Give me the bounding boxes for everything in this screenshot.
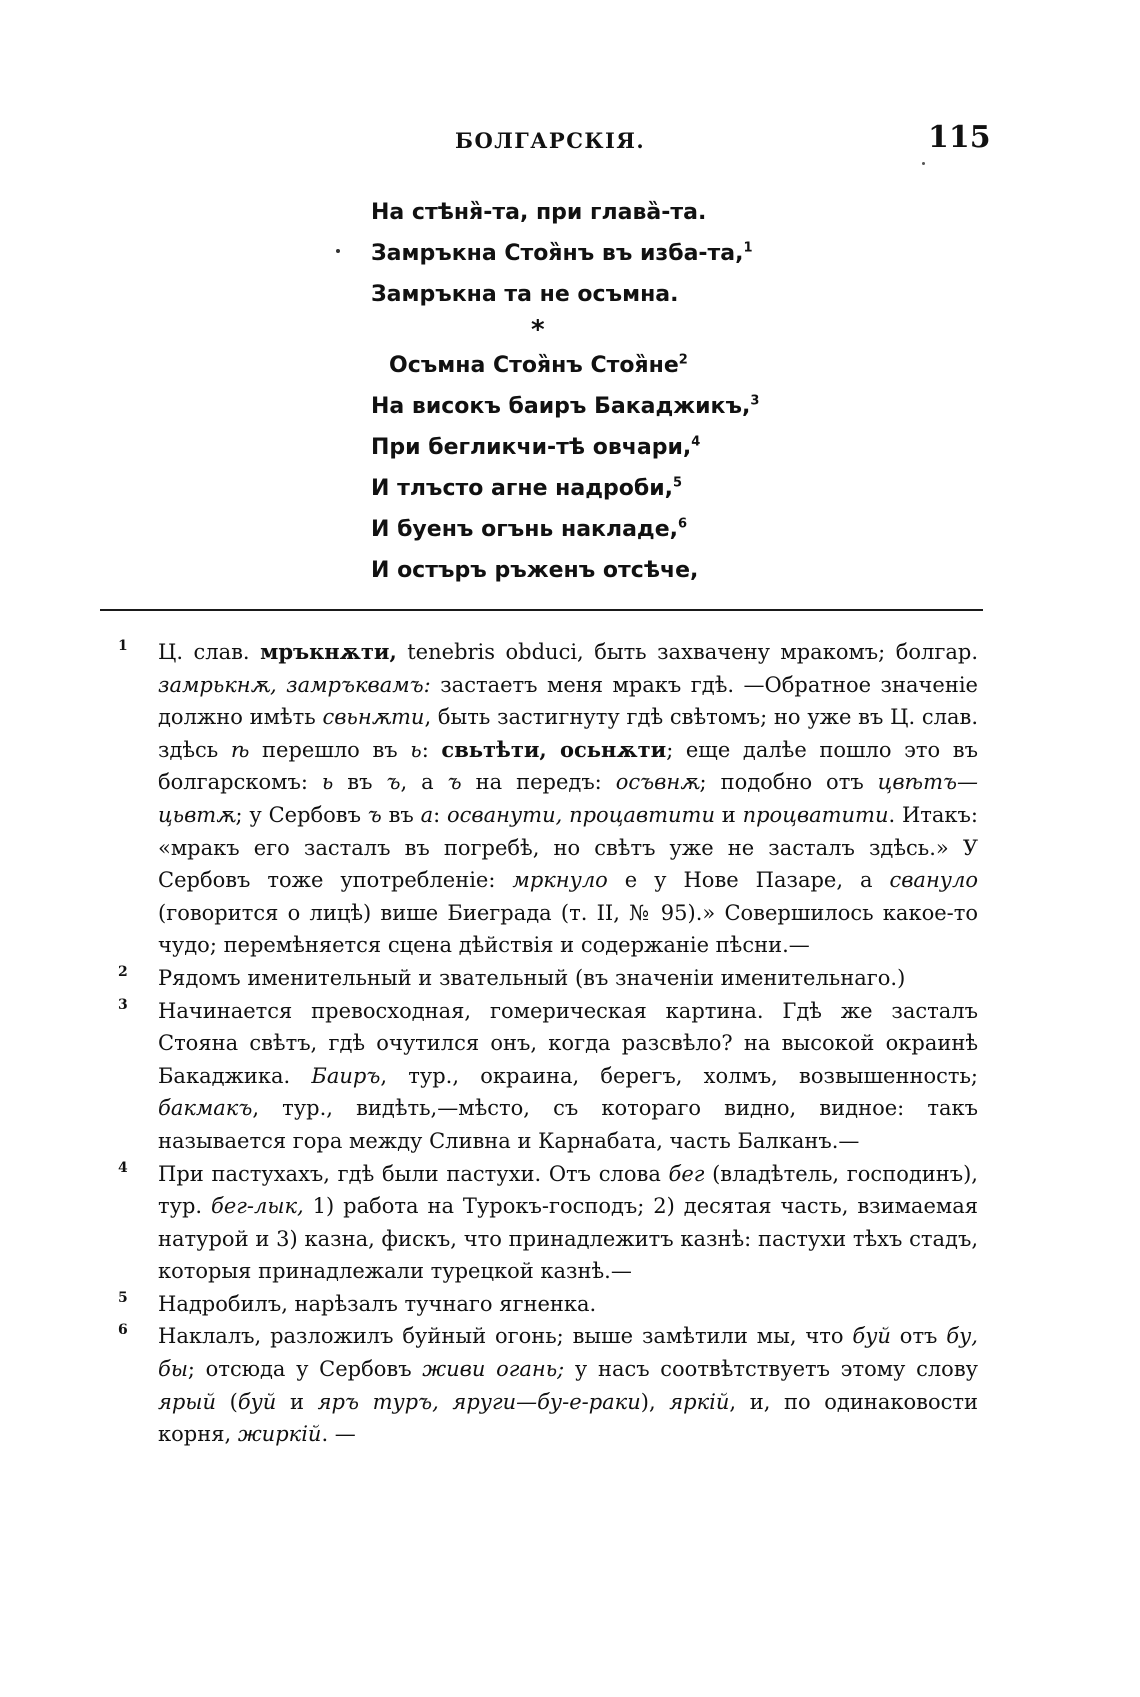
poem-line-1: На стѣня̏-та, при глава̏-та.: [371, 200, 707, 225]
margin-dot: [336, 249, 340, 253]
footnote-mark: 5: [672, 475, 683, 491]
footnote-mark: 1: [743, 240, 753, 256]
footnotes: [118, 636, 978, 1451]
footnote-mark: 2: [678, 352, 688, 368]
poem-line-5: На високъ баиръ Бакаджикъ,$^3$: [371, 393, 760, 419]
footnote-number: 6: [118, 1322, 128, 1339]
footnote-mark: 6: [677, 516, 688, 532]
footnote-number: 5: [118, 1289, 128, 1306]
poem-line-4: Осъмна Стоя̏нъ $Стоя̏не^2$: [389, 352, 688, 378]
footnote-number: 3: [118, 996, 128, 1013]
running-title: БОЛГАРСКІЯ.: [455, 128, 646, 153]
footnote-divider: [100, 609, 983, 611]
footnote-2: 2 Рядомъ именительный и звательный (въ значеніи именительнаго.): [118, 963, 906, 990]
footnote-number: 1: [118, 638, 128, 654]
footnote-number: 2: [118, 963, 128, 980]
poem-line-7: И тлъсто агне надроби,$^5$: [371, 475, 683, 501]
footnote-mark: 4: [691, 434, 701, 450]
footnote-number: 4: [118, 1159, 128, 1176]
page-number: 115: [928, 120, 991, 155]
print-speck: [922, 162, 925, 165]
footnote-1: 1 Ц. слав. мръкнѫти, tenebris obduci, быть захвачену мракомъ; болгар. замрькнѫ, замръквамъ: застаетъ меня мракъ гдѣ. —Обратное значеніе должно имѣть свьнѫти, быть застигнуту гдѣ свѣтомъ; но уже въ Ц. слав. здѣсь ѣ перешло въ ь: свьтѣти, осьнѫти; еще далѣе пошло это въ болгарскомъ: ь въ ъ, а ъ на передъ: осъвнѫ; подобно отъ цвѣтъ—цьвтѫ; у Сербовъ ъ въ а: осванути, процавтити и процватити. Итакъ: «мракъ его засталъ въ погребѣ, но свѣтъ уже не засталъ здѣсь.» У Сербовъ тоже употребленіе: мркнуло е у Нове Пазаре, а свануло (говорится о лицѣ) више Биеграда (т. II, № 95).» Совершилось какое-то чудо; перемѣняется сцена дѣйствія и содержаніе пѣсни.—: [118, 638, 978, 958]
footnote-5: 5 Надробилъ, нарѣзалъ тучнаго ягненка.: [118, 1289, 597, 1316]
section-asterisk: *: [531, 315, 545, 345]
poem-line-3: Замръкна та не осъмна.: [371, 282, 679, 307]
footnote-6: 6 Наклалъ, разложилъ буйный огонь; выше замѣтили мы, что буй отъ бу, бы; отсюда у Сербовъ живи огань; у насъ соотвѣтствуетъ этому слову ярый (буй и яръ туръ, яруги—бу-е-раки), яркій, и, по одинаковости корня, жиркій. —: [118, 1322, 979, 1447]
poem-line-9: И остъръ ръженъ отсѣче,: [371, 558, 699, 583]
footnote-3: 3 Начинается превосходная, гомерическая картина. Гдѣ же засталъ Стояна свѣтъ, гдѣ очутился онъ, когда разсвѣло? на высокой окраинѣ Бакаджика. Баиръ, тур., окраина, берегъ, холмъ, возвышенность; бакмакъ, тур., видѣть,—мѣсто, съ котораго видно, видное: такъ называется гора между Сливна и Карнабата, часть Балканъ.—: [118, 996, 978, 1153]
poem-block: [371, 192, 931, 591]
poem-line-2: Замръкна Стоя̏нъ въ изба-та,$^1$: [371, 240, 753, 266]
poem-line-6: При бегликчи-тѣ овчари,$^4$: [371, 434, 701, 460]
poem-line-8: И буенъ огънь накладе,$^6$: [371, 516, 688, 542]
footnote-4: 4 При пастухахъ, гдѣ были пастухи. Отъ слова бег (владѣтель, господинъ), тур. бег-лык, 1) работа на Турокъ-господъ; 2) десятая часть, взимаемая натурой и 3) казна, фискъ, что принадлежитъ казнѣ: пастухи тѣхъ стадъ, которыя принадлежали турецкой казнѣ.—: [118, 1159, 978, 1284]
footnote-mark: 3: [750, 393, 760, 409]
